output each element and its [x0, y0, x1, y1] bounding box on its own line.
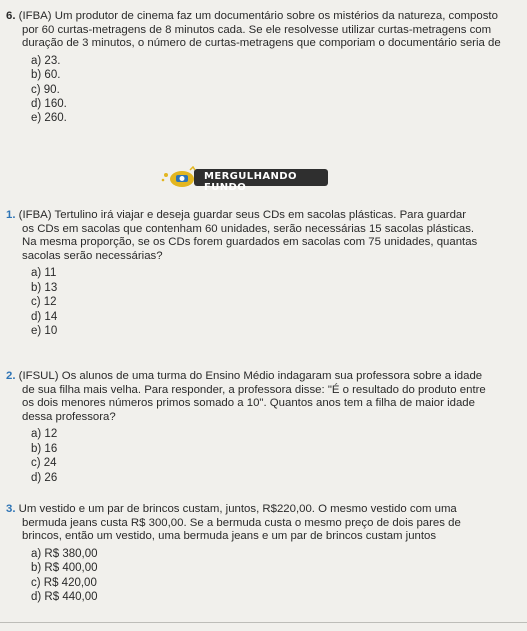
question-2 — [6, 370, 521, 485]
question-text-line: por 60 curtas-metragens de 8 minutos cada. Se ele resolvesse utilizar curtas-metragens com — [22, 23, 492, 36]
question-text-line: Um vestido e um par de brincos custam, juntos, R$220,00. O mesmo vestido com uma — [18, 503, 457, 515]
answer-option: b) 13 — [31, 281, 58, 294]
question-number: 1. — [6, 209, 16, 221]
answer-option: c) 24 — [31, 457, 57, 470]
answer-option: a) 12 — [31, 428, 58, 441]
question-text-line: (IFBA) Tertulino irá viajar e deseja guardar seus CDs em sacolas plásticas. Para guardar — [18, 209, 467, 221]
question-1 — [6, 209, 521, 338]
answer-option: d) 160. — [31, 98, 67, 110]
answer-option: d) 14 — [31, 310, 58, 323]
answer-option: a) 23. — [31, 54, 61, 67]
question-text-line: os dois menores números primos somado a 10". Quantos anos tem a filha de maior idade — [22, 397, 475, 410]
answer-option: b) R$ 400,00 — [31, 562, 98, 575]
question-text-line: bermuda jeans custa R$ 300,00. Se a bermuda custa o mesmo preço de dois pares de — [22, 516, 461, 529]
answer-option: c) R$ 420,00 — [31, 576, 97, 589]
question-text-line: os CDs em sacolas que contenham 60 unidades, serão necessárias 15 sacolas plásticas. — [22, 222, 475, 235]
answer-option: b) 60. — [31, 69, 61, 82]
section-banner — [160, 166, 328, 193]
question-text-line: duração de 3 minutos, o número de curtas-metragens que comporiam o documentário seria de — [22, 37, 501, 50]
question-text-line: Na mesma proporção, se os CDs forem guardados em sacolas com 75 unidades, quantas — [22, 236, 478, 249]
question-6 — [6, 10, 521, 126]
question-text-line: brincos, então um vestido, uma bermuda jeans e um par de brincos custam juntos — [22, 530, 437, 543]
answer-option: c) 12 — [31, 296, 57, 309]
question-number: 6. — [6, 10, 16, 22]
question-text-line: sacolas serão necessárias? — [22, 249, 163, 262]
answer-option: c) 90. — [31, 83, 60, 96]
answer-option: b) 16 — [31, 442, 58, 455]
answer-option: d) 26 — [31, 471, 58, 484]
answer-option: a) 11 — [31, 267, 57, 280]
answer-option: a) R$ 380,00 — [31, 547, 98, 560]
answer-option: e) 10 — [31, 325, 58, 337]
diver-icon — [160, 166, 204, 190]
question-text-line: (IFSUL) Os alunos de uma turma do Ensino Médio indagaram sua professora sobre a idade — [18, 370, 483, 382]
question-3 — [6, 503, 521, 604]
question-text-line: dessa professora? — [22, 410, 116, 423]
page-divider — [0, 622, 527, 623]
question-number: 3. — [6, 503, 16, 515]
question-number: 2. — [6, 370, 16, 382]
question-text-line: (IFBA) Um produtor de cinema faz um documentário sobre os mistérios da natureza, composto — [18, 10, 498, 22]
question-text-line: de sua filha mais velha. Para responder, a professora disse: "É o resultado do produto entre — [22, 383, 486, 396]
answer-option: d) R$ 440,00 — [31, 591, 98, 603]
answer-option: e) 260. — [31, 112, 67, 125]
banner-label: MERGULHANDO FUNDO — [204, 171, 297, 193]
